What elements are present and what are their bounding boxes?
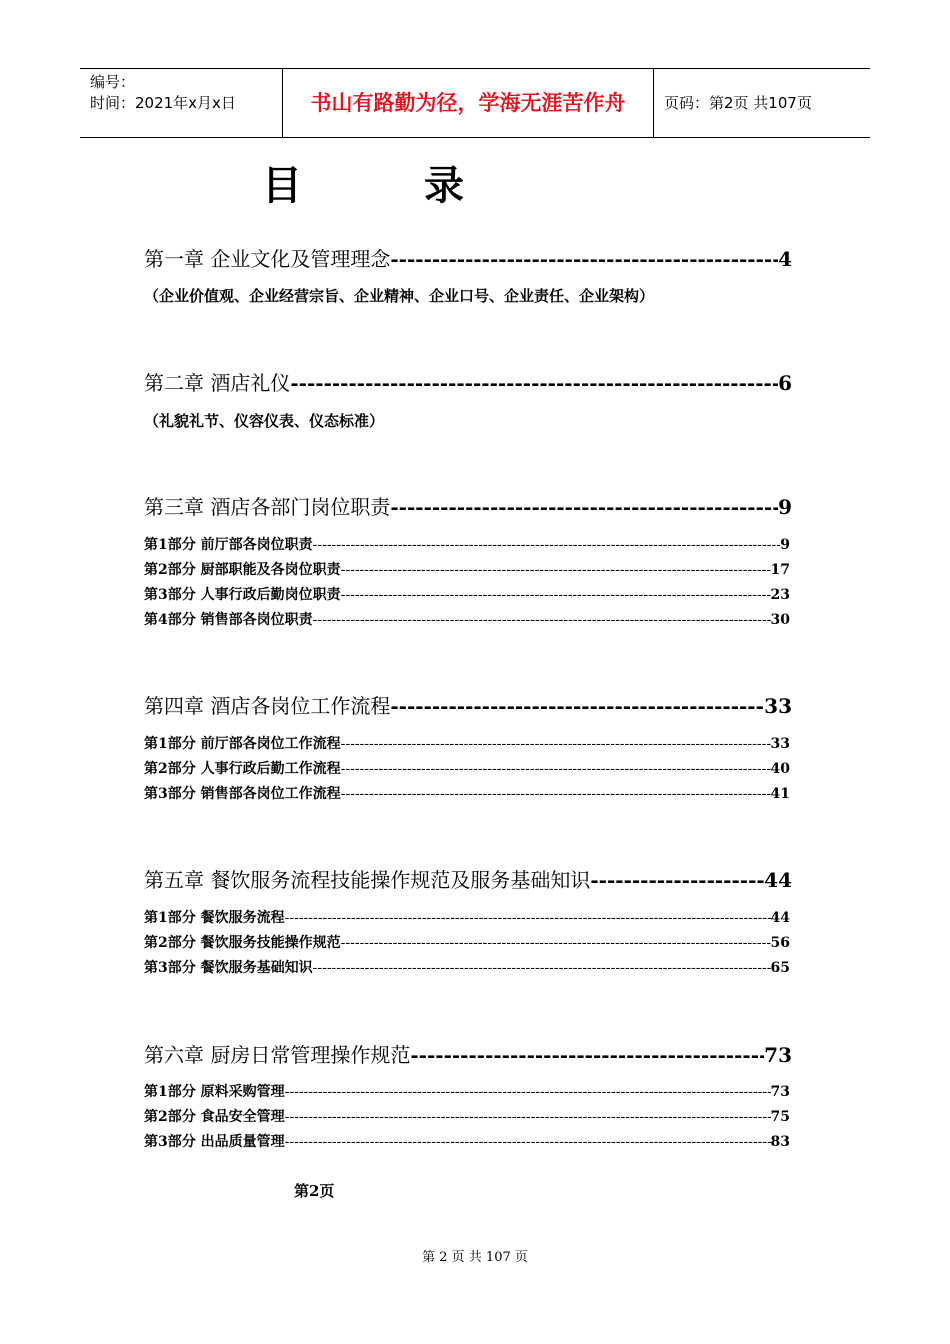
toc-part[interactable] bbox=[144, 1132, 790, 1152]
dot-leader bbox=[285, 1107, 771, 1127]
part-label: 第3部分 出品质量管理 bbox=[144, 1134, 285, 1150]
toc-part[interactable] bbox=[144, 908, 790, 928]
time-label: 时间：2021年x月x日 bbox=[90, 94, 236, 112]
chapter-label: 第三章 酒店各部门岗位职责 bbox=[144, 495, 391, 519]
chapter-page: 9 bbox=[778, 495, 792, 519]
part-page: 73 bbox=[770, 1084, 790, 1100]
chapter-label: 第四章 酒店各岗位工作流程 bbox=[144, 694, 391, 718]
toc-chapter[interactable] bbox=[144, 370, 792, 396]
dot-leader bbox=[341, 734, 771, 754]
dot-leader bbox=[285, 1082, 771, 1102]
part-label: 第3部分 销售部各岗位工作流程 bbox=[144, 786, 341, 802]
part-page: 83 bbox=[770, 1134, 790, 1150]
part-page: 56 bbox=[770, 935, 790, 951]
toc-chapter[interactable] bbox=[144, 1042, 792, 1068]
part-label: 第4部分 销售部各岗位职责 bbox=[144, 612, 313, 628]
part-label: 第2部分 餐饮服务技能操作规范 bbox=[144, 935, 341, 951]
page-header bbox=[80, 68, 870, 138]
dot-leader bbox=[341, 759, 771, 779]
part-label: 第3部分 餐饮服务基础知识 bbox=[144, 960, 313, 976]
dot-leader bbox=[390, 246, 778, 272]
dot-leader bbox=[285, 908, 771, 928]
page-number-label: 第2页 bbox=[294, 1182, 335, 1200]
part-page: 44 bbox=[770, 910, 790, 926]
chapter-page: 6 bbox=[778, 371, 792, 395]
part-label: 第1部分 前厅部各岗位职责 bbox=[144, 537, 313, 553]
toc-part[interactable] bbox=[144, 560, 790, 580]
chapter-page: 73 bbox=[764, 1043, 792, 1067]
chapter-subtitle: （礼貌礼节、仪容仪表、仪态标准） bbox=[144, 412, 385, 430]
title-char-2: 录 bbox=[424, 163, 464, 209]
toc-part[interactable] bbox=[144, 933, 790, 953]
part-page: 41 bbox=[770, 786, 790, 802]
dot-leader bbox=[390, 693, 764, 719]
dot-leader bbox=[341, 784, 771, 804]
part-label: 第1部分 前厅部各岗位工作流程 bbox=[144, 736, 341, 752]
toc-part[interactable] bbox=[144, 610, 790, 630]
chapter-page: 4 bbox=[778, 247, 792, 271]
dot-leader bbox=[285, 1132, 771, 1152]
toc-part[interactable] bbox=[144, 759, 790, 779]
part-page: 33 bbox=[770, 736, 790, 752]
chapter-label: 第六章 厨房日常管理操作规范 bbox=[144, 1043, 411, 1067]
dot-leader bbox=[313, 610, 771, 630]
part-page: 30 bbox=[770, 612, 790, 628]
part-page: 17 bbox=[770, 562, 790, 578]
part-page: 75 bbox=[770, 1109, 790, 1125]
part-label: 第2部分 食品安全管理 bbox=[144, 1109, 285, 1125]
dot-leader bbox=[313, 958, 771, 978]
header-meta bbox=[80, 69, 282, 137]
toc-chapter[interactable] bbox=[144, 246, 792, 272]
toc-chapter[interactable] bbox=[144, 867, 792, 893]
dot-leader bbox=[313, 535, 781, 555]
part-label: 第1部分 餐饮服务流程 bbox=[144, 910, 285, 926]
toc-part[interactable] bbox=[144, 784, 790, 804]
toc-part[interactable] bbox=[144, 1107, 790, 1127]
dot-leader bbox=[410, 1042, 764, 1068]
dot-leader bbox=[341, 585, 771, 605]
header-page-info: 页码：第2页 共107页 bbox=[664, 94, 812, 112]
dot-leader bbox=[341, 560, 771, 580]
chapter-label: 第五章 餐饮服务流程技能操作规范及服务基础知识 bbox=[144, 868, 591, 892]
dot-leader bbox=[390, 494, 778, 520]
part-page: 23 bbox=[770, 587, 790, 603]
toc-part[interactable] bbox=[144, 585, 790, 605]
part-label: 第3部分 人事行政后勤岗位职责 bbox=[144, 587, 341, 603]
number-label: 编号： bbox=[90, 73, 136, 91]
toc-part[interactable] bbox=[144, 535, 790, 555]
toc-part[interactable] bbox=[144, 734, 790, 754]
part-page: 40 bbox=[770, 761, 790, 777]
toc-chapter[interactable] bbox=[144, 693, 792, 719]
part-label: 第2部分 厨部职能及各岗位职责 bbox=[144, 562, 341, 578]
chapter-subtitle: （企业价值观、企业经营宗旨、企业精神、企业口号、企业责任、企业架构） bbox=[144, 287, 655, 305]
dot-leader bbox=[341, 933, 771, 953]
part-page: 65 bbox=[770, 960, 790, 976]
title-char-1: 目 bbox=[262, 163, 302, 209]
toc-chapter[interactable] bbox=[144, 494, 792, 520]
chapter-label: 第一章 企业文化及管理理念 bbox=[144, 247, 391, 271]
part-label: 第2部分 人事行政后勤工作流程 bbox=[144, 761, 341, 777]
page-footer: 第 2 页 共 107 页 bbox=[422, 1250, 528, 1265]
toc-part[interactable] bbox=[144, 958, 790, 978]
part-page: 9 bbox=[780, 537, 790, 553]
part-label: 第1部分 原料采购管理 bbox=[144, 1084, 285, 1100]
toc-part[interactable] bbox=[144, 1082, 790, 1102]
dot-leader bbox=[590, 867, 764, 893]
header-motto: 书山有路勤为径，学海无涯苦作舟 bbox=[282, 69, 654, 137]
chapter-page: 44 bbox=[764, 868, 792, 892]
dot-leader bbox=[290, 370, 778, 396]
chapter-page: 33 bbox=[764, 694, 792, 718]
chapter-label: 第二章 酒店礼仪 bbox=[144, 371, 291, 395]
